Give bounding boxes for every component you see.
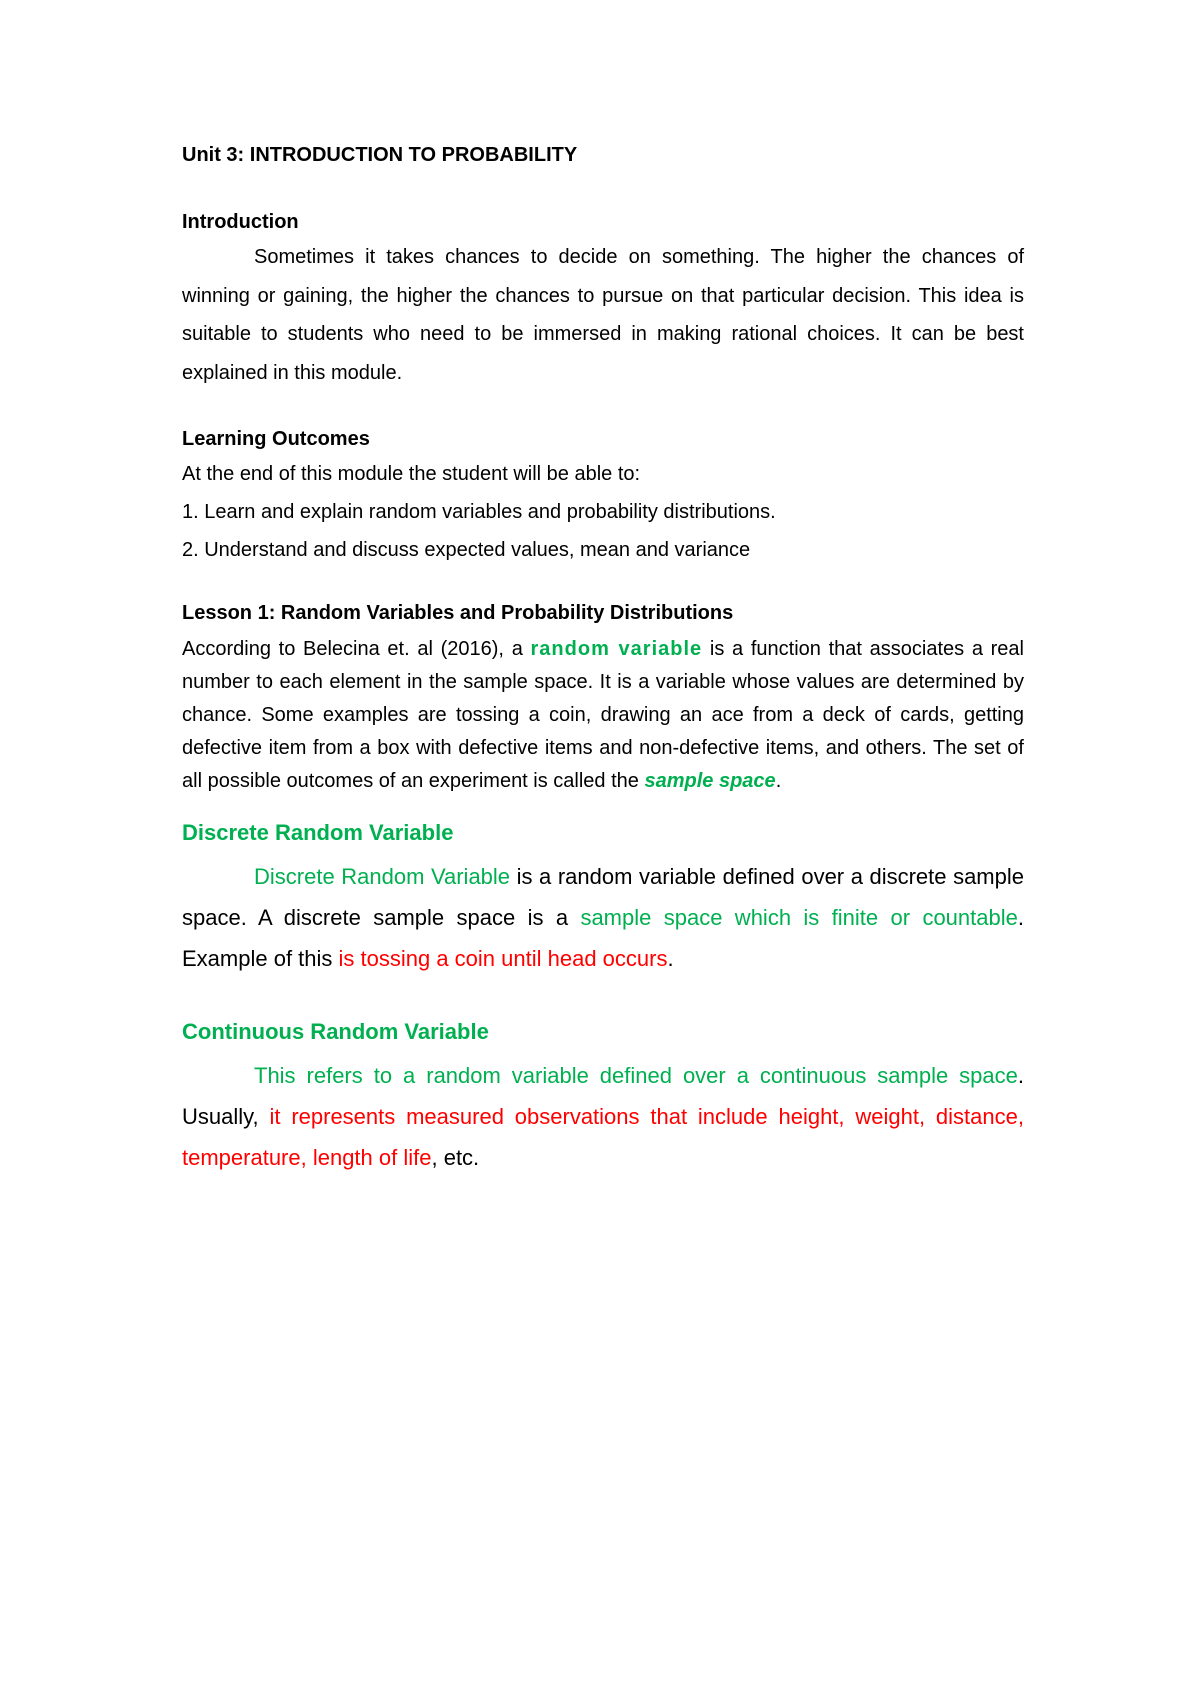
term-random-variable: random variable [530,638,703,660]
continuous-text-red: it represents measured observations that include height, weight, distance, temperature, length of life [182,1104,1024,1170]
continuous-text-black-2: , etc. [431,1145,480,1170]
discrete-text-black-1: is a random variable defined over a discrete sample space. A discrete sample space is a [182,864,1024,930]
discrete-text-green-2: sample space which is finite or countable [580,905,1018,930]
introduction-heading: Introduction [182,211,299,233]
unit-title: Unit 3: INTRODUCTION TO PROBABILITY [182,144,578,166]
lesson-1-text-part-1: According to Belecina et. al (2016), a [182,638,531,660]
lesson-1-heading: Lesson 1: Random Variables and Probability Distributions [182,602,734,624]
discrete-text-black-2: . Example of this [182,905,1024,971]
document-content [182,144,1024,1178]
learning-outcomes-lead: At the end of this module the student will be able to: [182,463,641,485]
learning-outcomes-heading: Learning Outcomes [182,428,370,450]
introduction-paragraph: Sometimes it takes chances to decide on something. The higher the chances of winning or gaining, the higher the chances to pursue on that particular decision. This idea is suitable to students who need to be immersed in making rational choices. It can be best explained in this module. [182,246,1024,384]
discrete-random-variable-heading: Discrete Random Variable [182,820,454,845]
learning-outcome-item-1: 1. Learn and explain random variables and probability distributions. [182,501,776,523]
continuous-text-green: This refers to a random variable defined over a continuous sample space [254,1063,1018,1088]
discrete-text-red: is tossing a coin until head occurs [338,946,668,971]
continuous-random-variable-paragraph [182,1055,1024,1178]
term-sample-space: sample space [644,770,776,792]
continuous-text-black-1: . Usually, [182,1063,1024,1129]
continuous-random-variable-heading: Continuous Random Variable [182,1019,489,1044]
lesson-1-paragraph [182,633,1024,798]
discrete-text-green-1: Discrete Random Variable [254,864,511,889]
discrete-text-black-3: . [667,946,674,971]
lesson-1-text-part-2: is a function that associates a real number to each element in the sample space. It is a variable whose values are determined by chance. Some examples are tossing a coin, drawing an ace from a deck of cards, getting defective item from a box with defective items and non-defective items, and others. The set of all possible outcomes of an experiment is called the [182,638,1024,792]
learning-outcome-item-2: 2. Understand and discuss expected values, mean and variance [182,539,751,561]
discrete-random-variable-paragraph [182,856,1024,979]
lesson-1-text-part-3: . [775,770,782,792]
